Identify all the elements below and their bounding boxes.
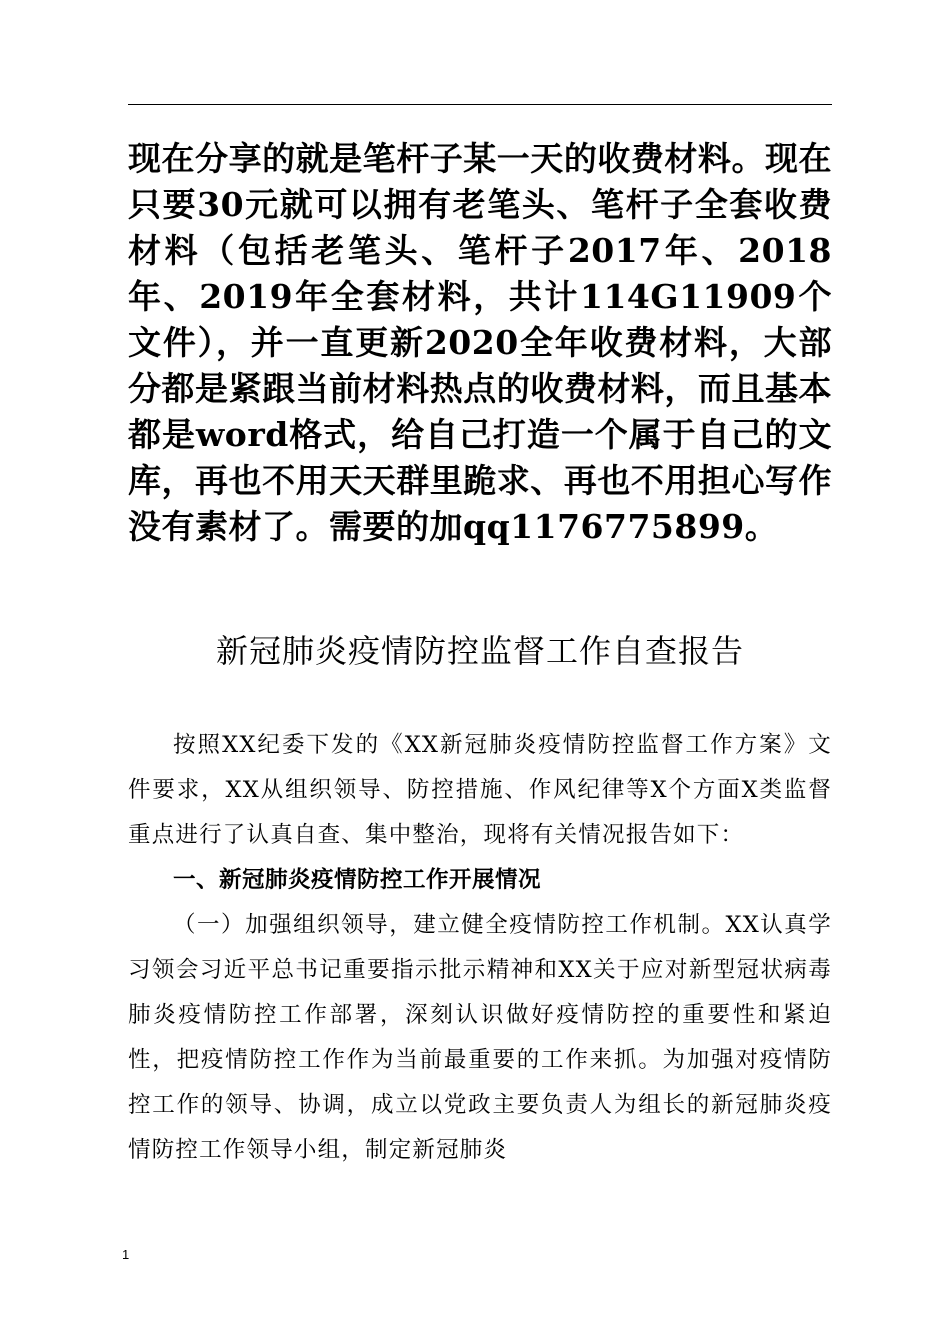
document-title: 新冠肺炎疫情防控监督工作自查报告 (215, 632, 744, 670)
promo-paragraph: 现在分享的就是笔杆子某一天的收费材料。现在只要30元就可以拥有老笔头、笔杆子全套收费材料（包括老笔头、笔杆子2017年、2018年、2019年全套材料，共计114G11909个文件），并一直更新2020全年收费材料，大部分都是紧跟当前材料热点的收费材料，而且基本都是word格式，给自己打造一个属于自己的文库，再也不用天天群里跪求、再也不用担心写作没有素材了。需要的加qq1176775899。 (128, 139, 832, 546)
document-body (128, 723, 832, 1173)
intro-paragraph: 按照XX纪委下发的《XX新冠肺炎疫情防控监督工作方案》文件要求，XX从组织领导、防控措施、作风纪律等X个方面X类监督重点进行了认真自查、集中整治，现将有关情况报告如下： (128, 732, 832, 848)
section-heading: 一、新冠肺炎疫情防控工作开展情况 (173, 867, 542, 893)
section-paragraph: （一）加强组织领导，建立健全疫情防控工作机制。XX认真学习领会习近平总书记重要指示批示精神和XX关于应对新型冠状病毒肺炎疫情防控工作部署，深刻认识做好疫情防控的重要性和紧迫性，把疫情防控工作作为当前最重要的工作来抓。为加强对疫情防控工作的领导、协调，成立以党政主要负责人为组长的新冠肺炎疫情防控工作领导小组，制定新冠肺炎 (128, 912, 832, 1163)
page-number: 1 (122, 1247, 130, 1262)
header-rule (128, 104, 832, 105)
